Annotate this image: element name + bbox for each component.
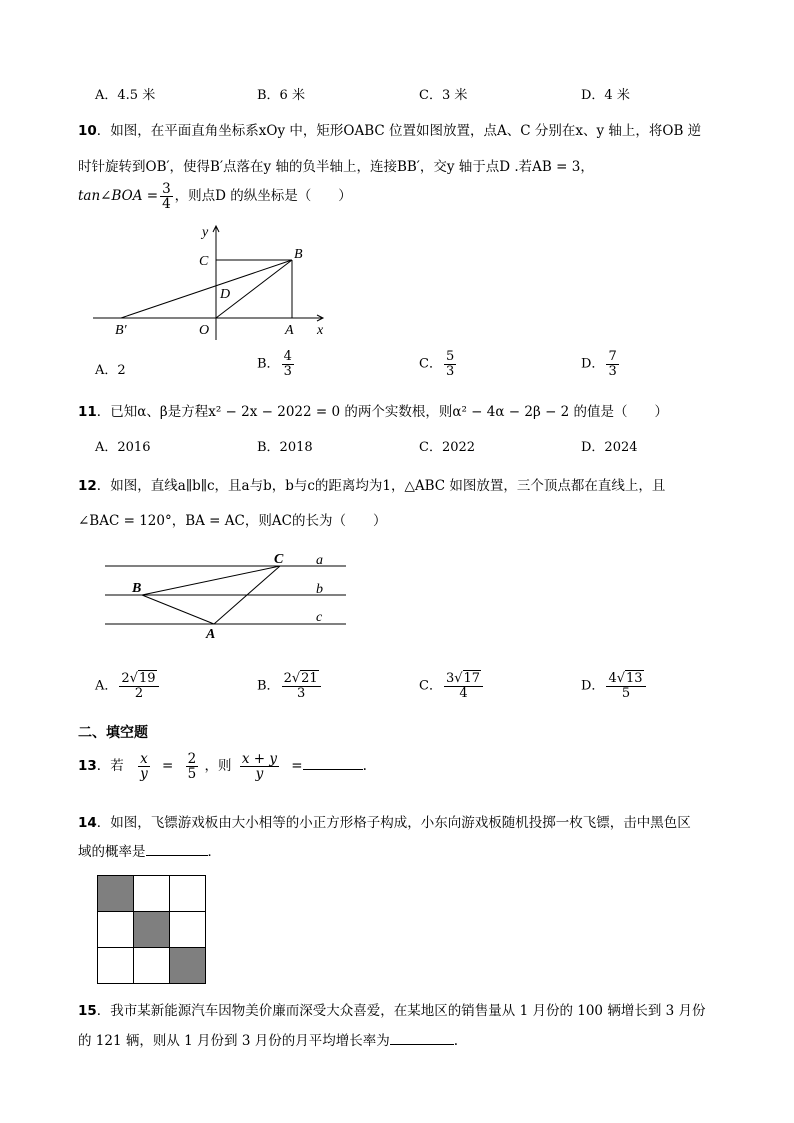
q12-option-b: B． $\frac{2√21}{3}$ bbox=[257, 672, 323, 700]
label-o: O bbox=[199, 323, 210, 338]
q14-number: 14 bbox=[78, 815, 97, 831]
q10-tan: tan∠BOA = bbox=[78, 188, 159, 205]
q15-answer-blank[interactable] bbox=[390, 1044, 454, 1045]
q13-fraction-xy: $\frac{x}{y}$ bbox=[140, 751, 148, 783]
q10-line3 bbox=[78, 182, 352, 211]
grid-cell bbox=[98, 912, 134, 948]
grid-cell bbox=[98, 948, 134, 984]
label-d: D bbox=[220, 287, 231, 302]
label-b: B bbox=[132, 581, 142, 596]
q10-fraction: $\frac{3}{4}$ bbox=[162, 181, 171, 213]
q12-option-d: D． $\frac{4√13}{5}$ bbox=[581, 672, 648, 700]
q13-fraction-25: $\frac{2}{5}$ bbox=[187, 751, 197, 783]
q15-number: 15 bbox=[78, 1003, 97, 1019]
q10-option-a: A．2 bbox=[95, 363, 126, 378]
grid-cell bbox=[170, 912, 206, 948]
q13-line: 13．若 $\frac{x}{y}$ = $\frac{2}{5}$ ，则 $\frac{x + y}{y}$ = . bbox=[78, 751, 367, 783]
q10-option-b: B． $\frac{4}{3}$ bbox=[257, 349, 292, 379]
q12-number: 12 bbox=[78, 478, 97, 494]
q12-line2: ∠BAC = 120°，BA = AC，则AC的长为（ ） bbox=[78, 513, 387, 529]
q15-line2: 的 121 辆，则从 1 月份到 3 月份的月平均增长率为 . bbox=[78, 1033, 458, 1049]
segment-ba bbox=[142, 595, 214, 624]
grid-cell bbox=[134, 876, 170, 912]
grid-cell bbox=[170, 876, 206, 912]
q10-line2: 时针旋转到OB′，使得B′点落在y 轴的负半轴上，连接BB′，交y 轴于点D .若AB = 3， bbox=[78, 159, 594, 175]
q9-option-d: D．4 米 bbox=[581, 88, 630, 103]
label-line-a: a bbox=[316, 553, 323, 568]
shaded-cell bbox=[98, 876, 134, 912]
q11-text: ．已知α、β是方程x² − 2x − 2022 = 0 的两个实数根，则α² − 4α − 2β − 2 的值是（ ） bbox=[96, 404, 669, 420]
q11-option-a: A．2016 bbox=[95, 440, 151, 455]
q11-option-b: B．2018 bbox=[257, 440, 313, 455]
grid-cell bbox=[134, 948, 170, 984]
q9-option-a: A．4.5 米 bbox=[95, 88, 156, 103]
q11-line bbox=[78, 400, 668, 420]
q12-text-1: ．如图，直线a∥b∥c，且a与b，b与c的距离均为1，△ABC 如图放置，三个顶点都在直线上，且 bbox=[96, 478, 666, 494]
q10-option-c: C． $\frac{5}{3}$ bbox=[419, 349, 455, 379]
label-a: A bbox=[285, 323, 294, 338]
q10-line1 bbox=[78, 119, 701, 139]
q14-line1: 14．如图，飞镖游戏板由大小相等的小正方形格子构成，小东向游戏板随机投掷一枚飞镖，击中黑色区 bbox=[78, 815, 691, 831]
q12-option-c: C． $\frac{3√17}{4}$ bbox=[419, 672, 485, 700]
q10-option-d: D． $\frac{7}{3}$ bbox=[581, 349, 617, 379]
q10-number: 10 bbox=[78, 123, 97, 139]
section-title: 二、填空题 bbox=[78, 725, 148, 741]
q11-option-d: D．2024 bbox=[581, 440, 638, 455]
label-line-c: c bbox=[316, 610, 323, 625]
q10-figure bbox=[85, 220, 345, 345]
label-line-b: b bbox=[316, 582, 323, 597]
q14-line2: 域的概率是 ． bbox=[78, 844, 221, 860]
q13-fraction-sum: $\frac{x + y}{y}$ bbox=[241, 751, 277, 783]
q12-option-a: A． $\frac{2√19}{2}$ bbox=[95, 672, 161, 700]
q9-option-b: B．6 米 bbox=[257, 88, 305, 103]
q11-option-c: C．2022 bbox=[419, 440, 476, 455]
label-y: y bbox=[202, 225, 209, 240]
q11-number: 11 bbox=[78, 404, 97, 420]
label-bprime: B′ bbox=[115, 323, 127, 338]
shaded-cell bbox=[134, 912, 170, 948]
label-x: x bbox=[317, 323, 324, 338]
q14-answer-blank[interactable] bbox=[146, 855, 208, 856]
q13-answer-blank[interactable] bbox=[303, 769, 363, 770]
shaded-cell bbox=[170, 948, 206, 984]
label-c: C bbox=[199, 254, 209, 269]
q10-question-end: ，则点D 的纵坐标是（ ） bbox=[174, 188, 352, 205]
q12-figure bbox=[100, 550, 355, 642]
label-a: A bbox=[206, 627, 216, 642]
label-c: C bbox=[274, 552, 284, 567]
q15-line1: 15．我市某新能源汽车因物美价廉而深受大众喜爱，在某地区的销售量从 1 月份的 100 辆增长到 3 月份 bbox=[78, 1003, 706, 1019]
q10-text-1: ．如图，在平面直角坐标系xOy 中，矩形OABC 位置如图放置，点A、C 分别在x、y 轴上，将OB 逆 bbox=[96, 123, 702, 139]
q13-number: 13 bbox=[78, 758, 97, 775]
q9-option-c: C．3 米 bbox=[419, 88, 468, 103]
q12-line1 bbox=[78, 474, 665, 494]
dartboard-grid bbox=[97, 875, 206, 984]
segment-bc bbox=[142, 566, 280, 595]
label-b: B bbox=[294, 247, 303, 262]
